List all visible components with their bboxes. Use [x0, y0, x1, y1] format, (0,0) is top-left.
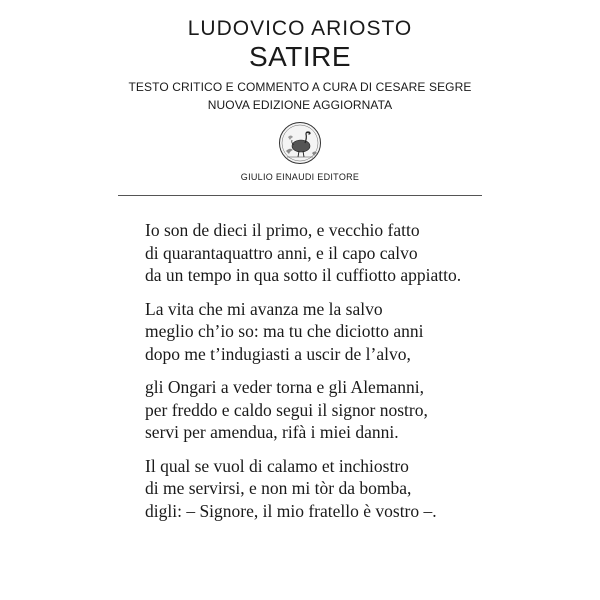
verse-line: di me servirsi, e non mi tòr da bomba,: [145, 478, 412, 498]
verse-line: da un tempo in qua sotto il cuffiotto appiatto.: [145, 265, 462, 285]
stanza: [145, 219, 485, 287]
verse-line: digli: – Signore, il mio fratello è vostro –.: [145, 500, 437, 521]
verse-line: La vita che mi avanza me la salvo: [145, 298, 383, 319]
divider-rule: [118, 195, 482, 196]
verse-line: per freddo e caldo segui il signor nostro,: [145, 399, 428, 420]
verse-line: servi per amendua, rifà i miei danni.: [145, 422, 399, 442]
subtitle-line-1: TESTO CRITICO E COMMENTO A CURA DI CESARE SEGRE: [128, 80, 472, 94]
subtitle-line-2: NUOVA EDIZIONE AGGIORNATA: [207, 98, 393, 112]
publisher-name: GIULIO EINAUDI EDITORE: [240, 172, 360, 182]
verse-line: meglio ch’io so: ma tu che diciotto anni: [145, 321, 424, 341]
stanza: [145, 376, 485, 444]
verse-line: Io son de dieci il primo, e vecchio fatto: [145, 220, 420, 240]
verse-line: Il qual se vuol di calamo et inchiostro: [145, 455, 409, 476]
author-name: LUDOVICO ARIOSTO: [187, 17, 413, 40]
verse-line: dopo me t’indugiasti a uscir de l’alvo,: [145, 343, 411, 364]
ostrich-emblem-icon: [278, 121, 322, 165]
book-title: SATIRE: [248, 41, 352, 72]
stanza: [145, 298, 485, 366]
verse-line: di quarantaquattro anni, e il capo calvo: [145, 242, 418, 263]
verse-line: gli Ongari a veder torna e gli Alemanni,: [145, 377, 424, 397]
poem-text: [145, 219, 485, 533]
stanza: [145, 455, 485, 523]
